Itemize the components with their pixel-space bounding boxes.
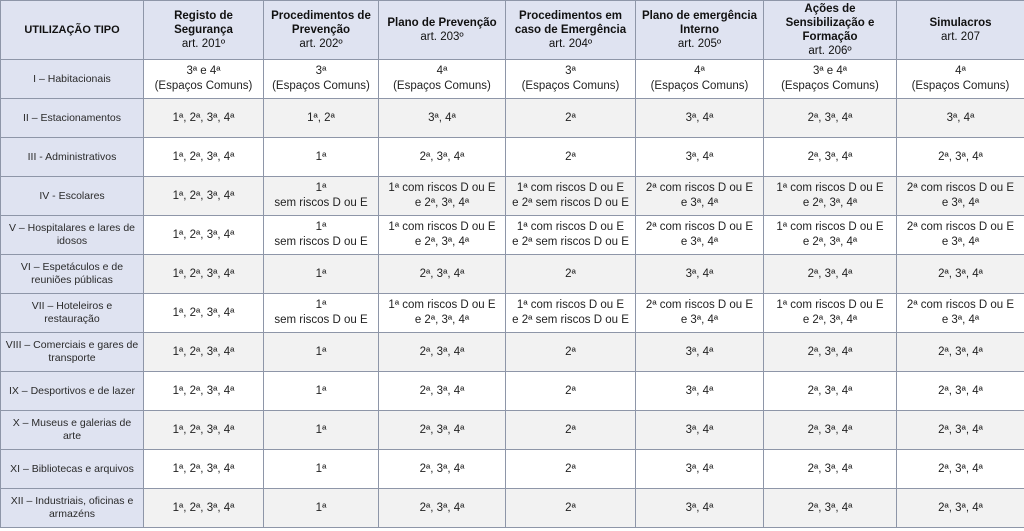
header-simulacros xyxy=(897,1,1024,60)
table-cell: 2ª, 3ª, 4ª xyxy=(379,255,506,294)
table-cell: 1ª, 2ª, 3ª, 4ª xyxy=(144,489,264,528)
row-label: VII – Hoteleiros e restauração xyxy=(1,294,144,333)
table-cell: 2ª, 3ª, 4ª xyxy=(897,372,1024,411)
header-title: Ações de Sensibilização e Formação xyxy=(785,3,875,43)
table-cell: 3ª e 4ª (Espaços Comuns) xyxy=(764,60,897,99)
row-label: IV - Escolares xyxy=(1,177,144,216)
table-row xyxy=(1,177,1024,216)
table-cell: 2ª, 3ª, 4ª xyxy=(764,255,897,294)
header-title: Registo de Segurança xyxy=(174,10,233,36)
table-cell: 1ª xyxy=(264,372,379,411)
header-article: art. 201º xyxy=(181,38,226,50)
table-cell: 1ª xyxy=(264,255,379,294)
table-cell: 2ª xyxy=(506,372,636,411)
table-cell: 2ª, 3ª, 4ª xyxy=(764,489,897,528)
row-label: I – Habitacionais xyxy=(1,60,144,99)
table-cell: 3ª, 4ª xyxy=(636,489,764,528)
header-article: art. 207 xyxy=(941,31,980,43)
table-cell: 2ª, 3ª, 4ª xyxy=(379,138,506,177)
table-cell: 1ª com riscos D ou E e 2ª, 3ª, 4ª xyxy=(764,294,897,333)
table-row xyxy=(1,60,1024,99)
table-cell: 2ª com riscos D ou E e 3ª, 4ª xyxy=(897,294,1024,333)
header-article: art. 202º xyxy=(299,38,343,50)
header-plano-prevencao xyxy=(379,1,506,60)
table-cell: 3ª e 4ª (Espaços Comuns) xyxy=(144,60,264,99)
header-utilizacao-tipo: UTILIZAÇÃO TIPO xyxy=(1,1,144,60)
header-article: art. 203º xyxy=(420,31,464,43)
table-cell: 2ª, 3ª, 4ª xyxy=(764,333,897,372)
table-cell: 1ª, 2ª, 3ª, 4ª xyxy=(144,177,264,216)
table-cell: 3ª, 4ª xyxy=(636,411,764,450)
table-cell: 2ª, 3ª, 4ª xyxy=(764,138,897,177)
table-cell: 2ª xyxy=(506,333,636,372)
table-row xyxy=(1,294,1024,333)
table-cell: 2ª, 3ª, 4ª xyxy=(379,450,506,489)
table-cell: 2ª, 3ª, 4ª xyxy=(897,411,1024,450)
table-cell: 3ª, 4ª xyxy=(636,255,764,294)
header-registo-seguranca xyxy=(144,1,264,60)
header-article: art. 204º xyxy=(548,38,593,50)
table-row xyxy=(1,489,1024,528)
row-label: V – Hospitalares e lares de idosos xyxy=(1,216,144,255)
table-row xyxy=(1,138,1024,177)
row-label: XI – Bibliotecas e arquivos xyxy=(1,450,144,489)
header-acoes-sensibilizacao xyxy=(764,1,897,60)
row-label: VI – Espetáculos e de reuniões públicas xyxy=(1,255,144,294)
table-cell: 3ª, 4ª xyxy=(636,99,764,138)
table-row xyxy=(1,216,1024,255)
header-title: Simulacros xyxy=(929,17,992,29)
table-cell: 1ª, 2ª, 3ª, 4ª xyxy=(144,450,264,489)
table-cell: 4ª (Espaços Comuns) xyxy=(897,60,1024,99)
table-cell: 2ª, 3ª, 4ª xyxy=(764,450,897,489)
table-cell: 1ª, 2ª, 3ª, 4ª xyxy=(144,99,264,138)
table-row xyxy=(1,372,1024,411)
header-procedimentos-prevencao xyxy=(264,1,379,60)
header-article: art. 205º xyxy=(677,38,722,50)
table-cell: 1ª com riscos D ou E e 2ª, 3ª, 4ª xyxy=(379,177,506,216)
table-cell: 1ª, 2ª, 3ª, 4ª xyxy=(144,372,264,411)
table-cell: 2ª, 3ª, 4ª xyxy=(379,411,506,450)
table-cell: 1ª xyxy=(264,450,379,489)
row-label: II – Estacionamentos xyxy=(1,99,144,138)
table-cell: 3ª, 4ª xyxy=(636,450,764,489)
table-cell: 2ª com riscos D ou E e 3ª, 4ª xyxy=(636,216,764,255)
table-cell: 1ª xyxy=(264,138,379,177)
table-row xyxy=(1,255,1024,294)
table-cell: 2ª, 3ª, 4ª xyxy=(379,489,506,528)
table-cell: 2ª, 3ª, 4ª xyxy=(764,99,897,138)
table-cell: 1ª, 2ª xyxy=(264,99,379,138)
table-row xyxy=(1,411,1024,450)
table-cell: 1ª com riscos D ou E e 2ª, 3ª, 4ª xyxy=(764,177,897,216)
table-cell: 2ª xyxy=(506,450,636,489)
table-cell: 2ª xyxy=(506,255,636,294)
table-cell: 2ª, 3ª, 4ª xyxy=(764,411,897,450)
table-cell: 1ª xyxy=(264,411,379,450)
table-cell: 1ª com riscos D ou E e 2ª sem riscos D ou E xyxy=(506,177,636,216)
table-cell: 4ª (Espaços Comuns) xyxy=(379,60,506,99)
table-row xyxy=(1,450,1024,489)
header-procedimentos-emergencia xyxy=(506,1,636,60)
header-title: Procedimentos em caso de Emergência xyxy=(514,10,627,36)
table-cell: 3ª (Espaços Comuns) xyxy=(264,60,379,99)
row-label: III - Administrativos xyxy=(1,138,144,177)
header-row xyxy=(1,1,1024,60)
table-cell: 3ª, 4ª xyxy=(636,138,764,177)
table-cell: 2ª, 3ª, 4ª xyxy=(897,255,1024,294)
table-cell: 1ª, 2ª, 3ª, 4ª xyxy=(144,294,264,333)
table-cell: 1ª com riscos D ou E e 2ª, 3ª, 4ª xyxy=(379,216,506,255)
table-cell: 1ª, 2ª, 3ª, 4ª xyxy=(144,216,264,255)
row-label: X – Museus e galerias de arte xyxy=(1,411,144,450)
table-cell: 1ª, 2ª, 3ª, 4ª xyxy=(144,411,264,450)
row-label: VIII – Comerciais e gares de transporte xyxy=(1,333,144,372)
row-label: XII – Industriais, oficinas e armazéns xyxy=(1,489,144,528)
header-title: Procedimentos de Prevenção xyxy=(271,10,371,36)
table-cell: 2ª, 3ª, 4ª xyxy=(379,333,506,372)
table-cell: 1ª com riscos D ou E e 2ª sem riscos D ou E xyxy=(506,294,636,333)
header-article: art. 206º xyxy=(808,45,852,57)
table-cell: 2ª com riscos D ou E e 3ª, 4ª xyxy=(897,177,1024,216)
table-cell: 2ª com riscos D ou E e 3ª, 4ª xyxy=(636,177,764,216)
table-cell: 2ª com riscos D ou E e 3ª, 4ª xyxy=(897,216,1024,255)
row-label: IX – Desportivos e de lazer xyxy=(1,372,144,411)
table-cell: 3ª, 4ª xyxy=(636,333,764,372)
table-cell: 2ª, 3ª, 4ª xyxy=(379,372,506,411)
table-cell: 1ª xyxy=(264,489,379,528)
table-cell: 1ª sem riscos D ou E xyxy=(264,294,379,333)
table-cell: 2ª com riscos D ou E e 3ª, 4ª xyxy=(636,294,764,333)
table-cell: 2ª, 3ª, 4ª xyxy=(897,450,1024,489)
table-cell: 3ª, 4ª xyxy=(379,99,506,138)
table-cell: 2ª, 3ª, 4ª xyxy=(764,372,897,411)
table-cell: 2ª, 3ª, 4ª xyxy=(897,333,1024,372)
table-cell: 2ª, 3ª, 4ª xyxy=(897,138,1024,177)
table-row xyxy=(1,99,1024,138)
table-cell: 3ª, 4ª xyxy=(636,372,764,411)
table-cell: 1ª, 2ª, 3ª, 4ª xyxy=(144,333,264,372)
table-row xyxy=(1,333,1024,372)
table-cell: 3ª, 4ª xyxy=(897,99,1024,138)
table-cell: 2ª xyxy=(506,138,636,177)
header-plano-emergencia-interno xyxy=(636,1,764,60)
header-title: Plano de emergência Interno xyxy=(641,10,758,36)
table-cell: 2ª, 3ª, 4ª xyxy=(897,489,1024,528)
table-cell: 2ª xyxy=(506,99,636,138)
table-cell: 1ª sem riscos D ou E xyxy=(264,177,379,216)
table-cell: 4ª (Espaços Comuns) xyxy=(636,60,764,99)
table-cell: 2ª xyxy=(506,411,636,450)
table-cell: 1ª com riscos D ou E e 2ª, 3ª, 4ª xyxy=(764,216,897,255)
table-cell: 2ª xyxy=(506,489,636,528)
header-title: Plano de Prevenção xyxy=(387,17,497,29)
table-cell: 1ª, 2ª, 3ª, 4ª xyxy=(144,138,264,177)
table-cell: 1ª xyxy=(264,333,379,372)
table-cell: 1ª, 2ª, 3ª, 4ª xyxy=(144,255,264,294)
table-cell: 1ª com riscos D ou E e 2ª sem riscos D ou E xyxy=(506,216,636,255)
table-cell: 1ª sem riscos D ou E xyxy=(264,216,379,255)
table-cell: 3ª (Espaços Comuns) xyxy=(506,60,636,99)
table-cell: 1ª com riscos D ou E e 2ª, 3ª, 4ª xyxy=(379,294,506,333)
